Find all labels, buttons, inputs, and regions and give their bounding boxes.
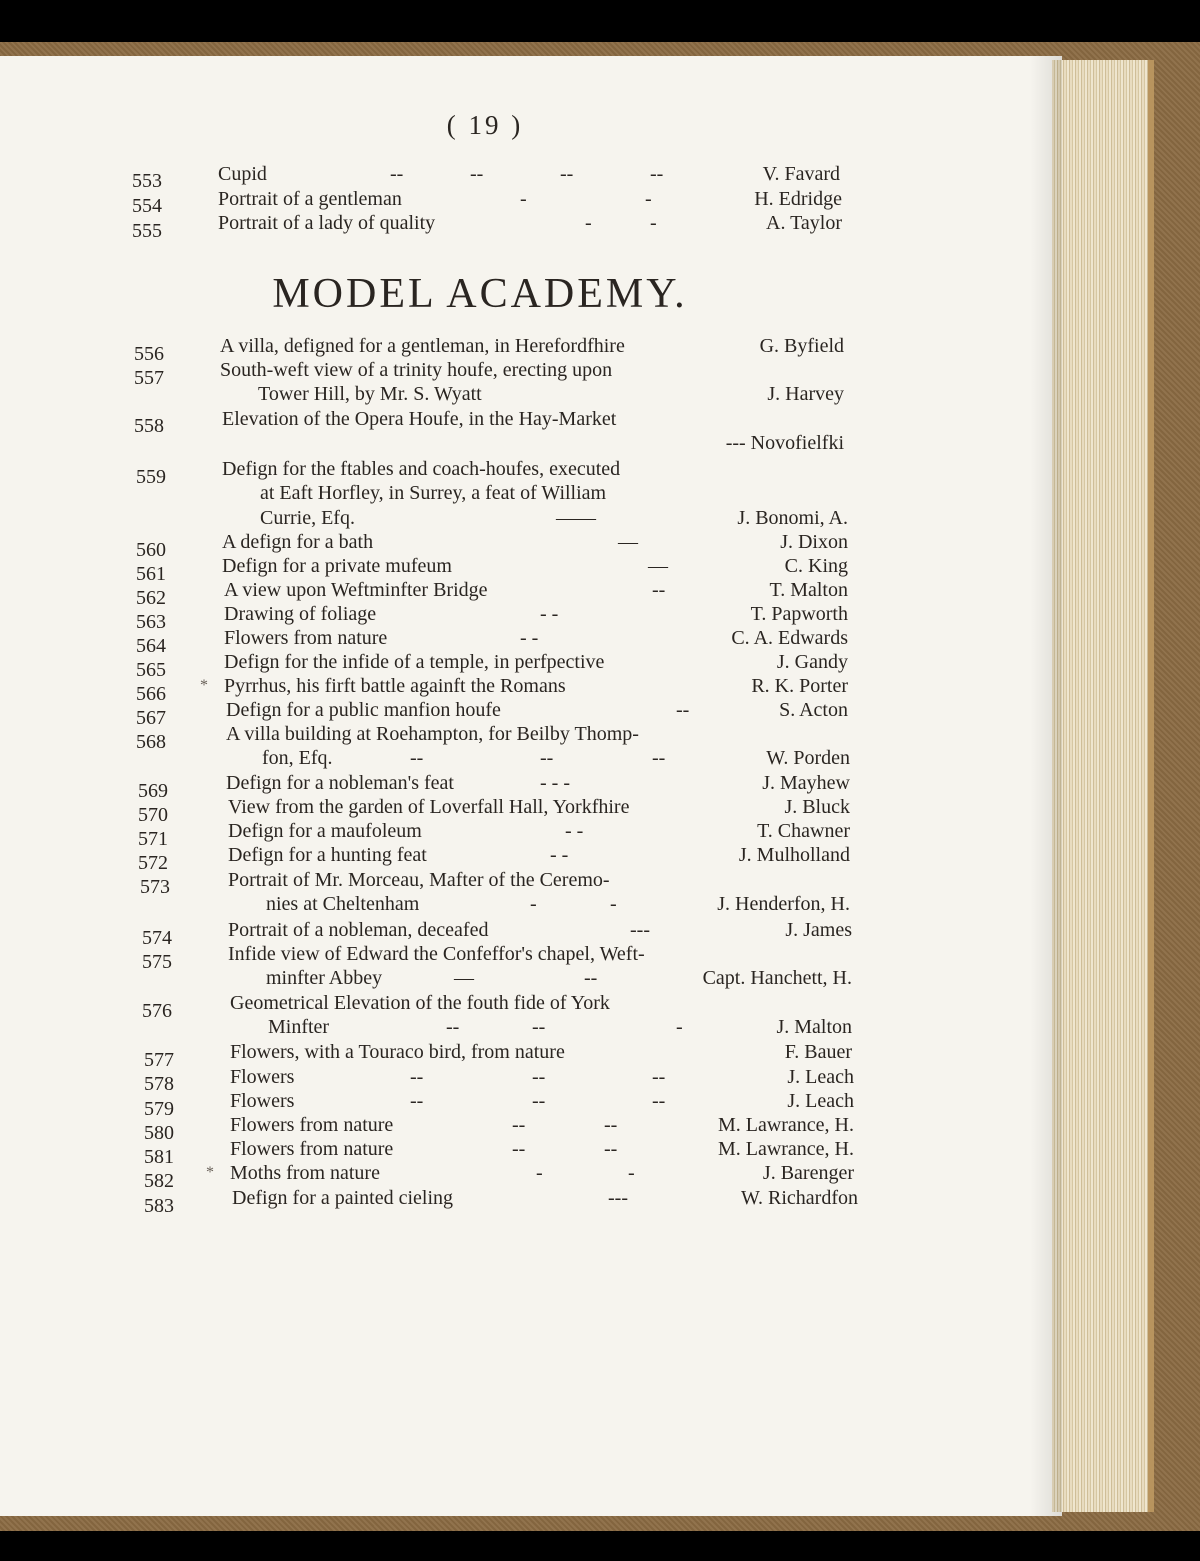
entry-dash: -- — [512, 1138, 526, 1160]
entry-dash: -- — [652, 747, 666, 769]
entry-number: 578 — [144, 1073, 174, 1095]
entry-dash: - — [628, 1162, 635, 1184]
entry-title-continued: fon, Efq. — [262, 747, 333, 769]
entry-title-continued: Currie, Efq. — [260, 507, 355, 529]
entry-artist: J. Leach — [787, 1066, 854, 1088]
entry-dash: - - — [540, 603, 559, 625]
entry-title: Portrait of Mr. Morceau, Mafter of the Ceremo- — [228, 869, 610, 891]
entry-number: 565 — [136, 659, 166, 681]
entry-artist: J. Bluck — [784, 796, 850, 818]
entry-title: South-weft view of a trinity houfe, erecting upon — [220, 359, 613, 381]
entry-dash: - — [645, 188, 652, 210]
entry-number: 564 — [136, 635, 166, 657]
asterisk-mark: * — [200, 677, 208, 694]
entry-artist: A. Taylor — [766, 212, 842, 234]
entry-number: 558 — [134, 415, 164, 437]
entry-title: Portrait of a lady of quality — [218, 212, 436, 234]
entry-number: 581 — [144, 1146, 174, 1168]
entry-title-continued: Minfter — [268, 1016, 330, 1038]
entry-number: 574 — [142, 927, 172, 949]
gutter-shadow — [1030, 56, 1062, 1516]
entry-title: Flowers from nature — [230, 1138, 394, 1160]
entry-artist: J. Henderfon, H. — [717, 893, 850, 915]
section-heading: MODEL ACADEMY. — [272, 271, 688, 317]
entry-title: Drawing of foliage — [224, 603, 377, 625]
entry-number: 554 — [132, 195, 162, 217]
entry-dash: -- — [410, 1066, 424, 1088]
entry-dash: - — [676, 1016, 683, 1038]
entry-artist: T. Papworth — [750, 603, 848, 625]
entry-artist: J. Mulholland — [738, 844, 850, 866]
entry-number: 570 — [138, 804, 168, 826]
entry-number: 561 — [136, 563, 166, 585]
entry-dash: — — [618, 531, 638, 553]
entry-artist: J. James — [785, 919, 852, 941]
entry-dash: - — [585, 212, 592, 234]
entry-dash: -- — [390, 163, 404, 185]
page-edges — [1052, 60, 1154, 1512]
entry-number: 580 — [144, 1122, 174, 1144]
entry-dash: - — [650, 212, 657, 234]
entry-artist: S. Acton — [779, 699, 848, 721]
entry-number: 557 — [134, 367, 164, 389]
entry-title: Defign for the ftables and coach-houfes, executed — [222, 458, 621, 480]
entry-number: 555 — [132, 220, 162, 242]
asterisk-mark: * — [206, 1164, 214, 1181]
entry-dash: - - - — [540, 772, 570, 794]
entry-artist: T. Chawner — [757, 820, 850, 842]
entry-title: Defign for a nobleman's feat — [226, 772, 454, 794]
entry-dash: -- — [604, 1138, 618, 1160]
entry-title: Flowers, with a Touraco bird, from nature — [230, 1041, 565, 1063]
entry-title: Defign for a private mufeum — [222, 555, 452, 577]
entry-title-continued: minfter Abbey — [266, 967, 383, 989]
entry-title: Flowers — [230, 1066, 295, 1088]
entry-number: 566 — [136, 683, 166, 705]
entry-dash: -- — [652, 1066, 666, 1088]
entry-number: 553 — [132, 170, 162, 192]
entry-artist: J. Harvey — [767, 383, 844, 405]
entry-title: Defign for a public manfion houfe — [226, 699, 501, 721]
entry-dash: -- — [652, 579, 666, 601]
entry-title-continued: at Eaft Horfley, in Surrey, a feat of William — [260, 482, 607, 504]
entry-artist: --- Novofielfki — [725, 432, 844, 454]
entry-title: Defign for a maufoleum — [228, 820, 422, 842]
entry-title: A villa, defigned for a gentleman, in Herefordfhire — [220, 335, 625, 357]
entry-artist: J. Malton — [776, 1016, 852, 1038]
entry-artist: J. Gandy — [776, 651, 848, 673]
entry-artist: J. Mayhew — [762, 772, 850, 794]
entry-dash: --- — [608, 1187, 628, 1209]
entry-dash: — — [648, 555, 668, 577]
entry-number: 575 — [142, 951, 172, 973]
entry-number: 559 — [136, 466, 166, 488]
entry-dash: -- — [560, 163, 574, 185]
entry-dash: - - — [520, 627, 539, 649]
entry-title: Defign for the infide of a temple, in perfpective — [224, 651, 605, 673]
entry-dash: -- — [532, 1016, 546, 1038]
entry-title: Defign for a painted cieling — [232, 1187, 454, 1209]
entry-artist: R. K. Porter — [751, 675, 848, 697]
entry-number: 572 — [138, 852, 168, 874]
entry-dash: -- — [604, 1114, 618, 1136]
entry-artist: C. A. Edwards — [731, 627, 848, 649]
entry-dash: - — [520, 188, 527, 210]
entry-title: Flowers from nature — [224, 627, 388, 649]
entry-dash: -- — [512, 1114, 526, 1136]
entry-number: 573 — [140, 876, 170, 898]
entry-number: 568 — [136, 731, 166, 753]
entry-title: Pyrrhus, his firft battle againft the Romans — [224, 675, 566, 697]
entry-dash: - — [610, 893, 617, 915]
entry-artist: J. Dixon — [780, 531, 848, 553]
entry-title: Elevation of the Opera Houfe, in the Hay-Market — [222, 408, 617, 430]
entry-artist: W. Porden — [766, 747, 850, 769]
entry-number: 577 — [144, 1049, 174, 1071]
entry-dash: - — [536, 1162, 543, 1184]
entry-title: Defign for a hunting feat — [228, 844, 427, 866]
entry-title: Portrait of a nobleman, deceafed — [228, 919, 489, 941]
entry-title: Geometrical Elevation of the fouth fide of York — [230, 992, 610, 1014]
entry-title: Flowers from nature — [230, 1114, 394, 1136]
entry-title: Moths from nature — [230, 1162, 380, 1184]
entry-title: Flowers — [230, 1090, 295, 1112]
entry-title: A view upon Weftminfter Bridge — [224, 579, 488, 601]
entry-artist: J. Barenger — [762, 1162, 854, 1184]
entry-dash: -- — [652, 1090, 666, 1112]
entry-dash: -- — [532, 1090, 546, 1112]
entry-artist: G. Byfield — [759, 335, 844, 357]
entry-number: 569 — [138, 780, 168, 802]
entry-title-continued: Tower Hill, by Mr. S. Wyatt — [258, 383, 482, 405]
entry-title: A defign for a bath — [222, 531, 374, 553]
entry-artist: J. Bonomi, A. — [737, 507, 848, 529]
entry-dash: -- — [446, 1016, 460, 1038]
entry-title: Portrait of a gentleman — [218, 188, 402, 210]
entry-title: View from the garden of Loverfall Hall, Yorkfhire — [228, 796, 630, 818]
entry-dash: - - — [565, 820, 584, 842]
entry-artist: F. Bauer — [784, 1041, 852, 1063]
entry-number: 562 — [136, 587, 166, 609]
entry-number: 556 — [134, 343, 164, 365]
entry-number: 560 — [136, 539, 166, 561]
entry-artist: T. Malton — [769, 579, 848, 601]
entry-dash: — — [454, 967, 474, 989]
entry-dash: -- — [584, 967, 598, 989]
entry-number: 582 — [144, 1170, 174, 1192]
page-number: ( 19 ) — [446, 110, 524, 140]
entry-title: Infide view of Edward the Confeffor's chapel, Weft- — [228, 943, 645, 965]
entry-title: Cupid — [218, 163, 267, 185]
entry-dash: -- — [540, 747, 554, 769]
entry-number: 583 — [144, 1195, 174, 1217]
entry-dash: —— — [556, 507, 596, 529]
entry-artist: Capt. Hanchett, H. — [702, 967, 852, 989]
entry-artist: W. Richardfon — [740, 1187, 858, 1209]
entry-title: A villa building at Roehampton, for Beilby Thomp- — [226, 723, 639, 745]
entry-artist: M. Lawrance, H. — [717, 1138, 854, 1160]
entry-artist: C. King — [784, 555, 848, 577]
entry-dash: -- — [676, 699, 690, 721]
entry-dash: -- — [650, 163, 664, 185]
entry-number: 567 — [136, 707, 166, 729]
entry-title-continued: nies at Cheltenham — [266, 893, 420, 915]
entry-dash: -- — [410, 1090, 424, 1112]
entry-number: 563 — [136, 611, 166, 633]
entry-dash: -- — [410, 747, 424, 769]
entry-number: 579 — [144, 1098, 174, 1120]
entry-dash: -- — [532, 1066, 546, 1088]
entry-dash: -- — [470, 163, 484, 185]
entry-dash: - — [530, 893, 537, 915]
entry-artist: M. Lawrance, H. — [717, 1114, 854, 1136]
entry-artist: V. Favard — [762, 163, 840, 185]
entry-number: 571 — [138, 828, 168, 850]
entry-artist: H. Edridge — [754, 188, 842, 210]
entry-dash: --- — [630, 919, 650, 941]
entry-artist: J. Leach — [787, 1090, 854, 1112]
entry-number: 576 — [142, 1000, 172, 1022]
entry-dash: - - — [550, 844, 569, 866]
